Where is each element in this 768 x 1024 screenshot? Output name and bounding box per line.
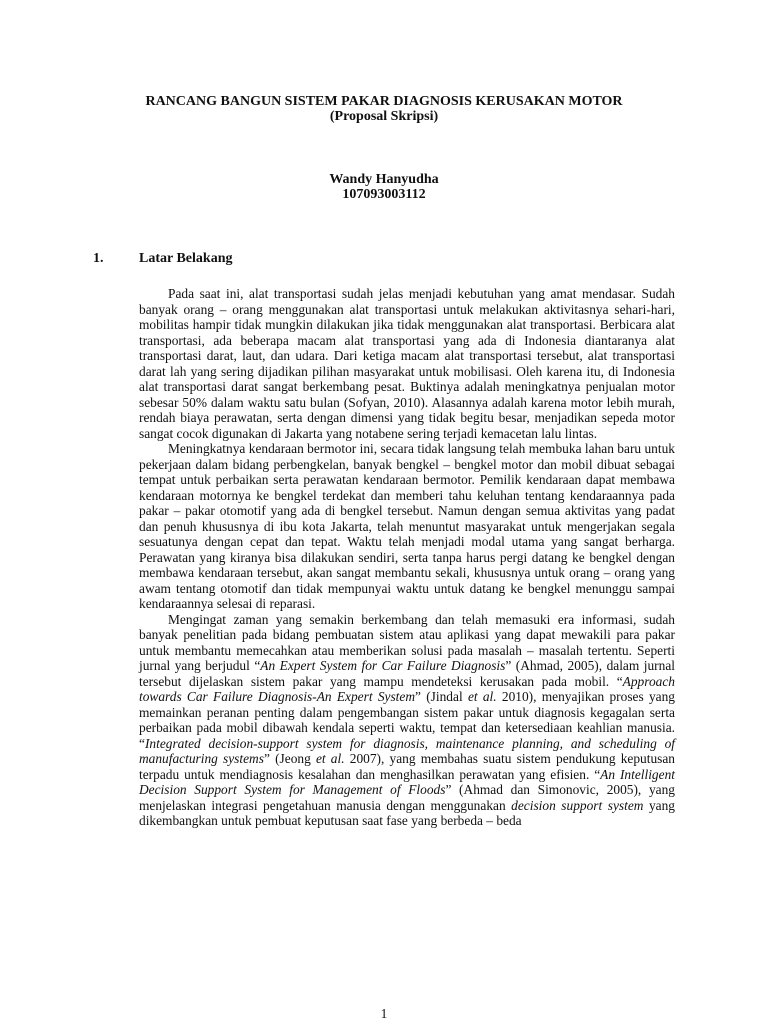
paragraph-3-text: 2007), yang membahas suatu sistem pendukung keputusan terpadu untuk mendiagnosis kesalahan dan menghasilkan perawatan yang efisien. “ xyxy=(139,751,675,782)
document-subtitle: (Proposal Skripsi) xyxy=(329,109,439,124)
citation-et-al: et al. xyxy=(467,689,497,704)
citation-title: Integrated decision-support system for diagnosis, maintenance planning, and scheduling of manufacturing systems xyxy=(139,735,675,766)
paragraph-2: Meningkatnya kendaraan bermotor ini, secara tidak langsung telah membuka lahan baru untuk pekerjaan dalam bidang perbengkelan, banyak bengkel – bengkel motor dan mobil dibuat sebagai tempat untuk perbaikan serta perawatan kendaraan bermotor. Pemilik kendaraan dapat membawa kendaraan motornya ke bengkel terdekat dan memberi tahu keluhan tentang kendaraannya pada pakar – pakar otomotif yang ada di bengkel tersebut. Namun dengan semua aktivitas yang padat dan penuh khususnya di ibu kota Jakarta, telah menuntut masyarakat untuk mengerjakan segala sesuatunya dengan cepat dan tepat. Waktu telah menjadi modal utama yang sangat berharga. Perawatan yang kiranya bisa dilakukan sendiri, serta tanpa harus pergi datang ke bengkel dengan membawa kendaraan tersebut, akan sangat membantu sekali, khususnya untuk orang – orang yang awam tentang otomotif dan tidak mempunyai waktu untuk datang ke bengkel menunggu sampai kendaraannya selesai di reparasi. xyxy=(139,441,675,611)
section-number: 1. xyxy=(93,251,104,266)
citation-et-al: et al. xyxy=(315,751,345,766)
paragraph-3-text: ” (Ahmad dan Simonovic, 2005), yang menjelaskan integrasi pengetahuan manusia dengan menggunakan xyxy=(139,782,675,813)
citation-title: Approach towards Car Failure Diagnosis-An Expert System xyxy=(139,673,675,704)
document-title: RANCANG BANGUN SISTEM PAKAR DIAGNOSIS KERUSAKAN MOTOR xyxy=(145,94,623,109)
paragraph-3 xyxy=(139,612,675,829)
citation-title: An Intelligent Decision Support System for Management of Floods xyxy=(139,766,675,797)
author-name: Wandy Hanyudha xyxy=(329,172,439,187)
page-number: 1 xyxy=(380,1006,388,1021)
paragraph-3-text: yang dikembangkan untuk pembuat keputusan saat fase yang berbeda – beda xyxy=(139,797,675,828)
paragraph-3-text: ” (Jeong xyxy=(263,751,316,766)
paragraph-3-text: ” (Jindal xyxy=(415,689,468,704)
paragraph-3-text: 2010), menyajikan proses yang memainkan peranan penting dalam pengembangan sistem pakar untuk diagnosis kegagalan serta perbaikan pada mobil dibawah kendala seperti waktu, tempat dan ketersediaan keahlian manusia. “ xyxy=(139,689,675,751)
paragraph-3-text: Mengingat zaman yang semakin berkembang dan telah memasuki era informasi, sudah banyak penelitian pada bidang pembuatan sistem atau aplikasi yang dapat mewakili para pakar untuk membantu memecahkan atau memberikan solusi pada masalah – masalah tertentu. Seperti jurnal yang berjudul “ xyxy=(139,611,675,673)
section-title: Latar Belakang xyxy=(139,251,233,266)
paragraph-1: Pada saat ini, alat transportasi sudah jelas menjadi kebutuhan yang amat mendasar. Sudah banyak orang – orang menggunakan alat transportasi untuk melakukan aktivitasnya sehari-hari, mobilitas hampir tidak mungkin dilakukan jika tidak menggunakan alat transportasi. Berbicara alat transportasi, ada beberapa macam alat transportasi yang ada di Indonesia diantaranya alat transportasi darat, laut, dan udara. Dari ketiga macam alat transportasi tersebut, alat transportasi darat lah yang sering dijadikan pilihan masyarakat untuk mobilisasi. Oleh karena itu, di Indonesia alat transportasi darat sangat berkembang pesat. Buktinya adalah meningkatnya penjualan motor sebesar 50% dalam waktu satu bulan (Sofyan, 2010). Alasannya adalah karena motor lebih murah, rendah biaya perawatan, serta dengan dimensi yang tidak begitu besar, menjadikan sepeda motor sangat cocok digunakan di Jakarta yang notabene sering terjadi kemacetan lalu lintas. xyxy=(139,286,675,441)
paragraph-3-text: ” (Ahmad, 2005), dalam jurnal tersebut dijelaskan sistem pakar yang mampu mendeteksi kerusakan pada mobil. “ xyxy=(139,658,676,689)
body-text xyxy=(139,286,675,829)
italic-term: decision support system xyxy=(511,797,644,813)
student-id: 107093003112 xyxy=(342,187,426,202)
citation-title: An Expert System for Car Failure Diagnosis xyxy=(260,658,506,673)
